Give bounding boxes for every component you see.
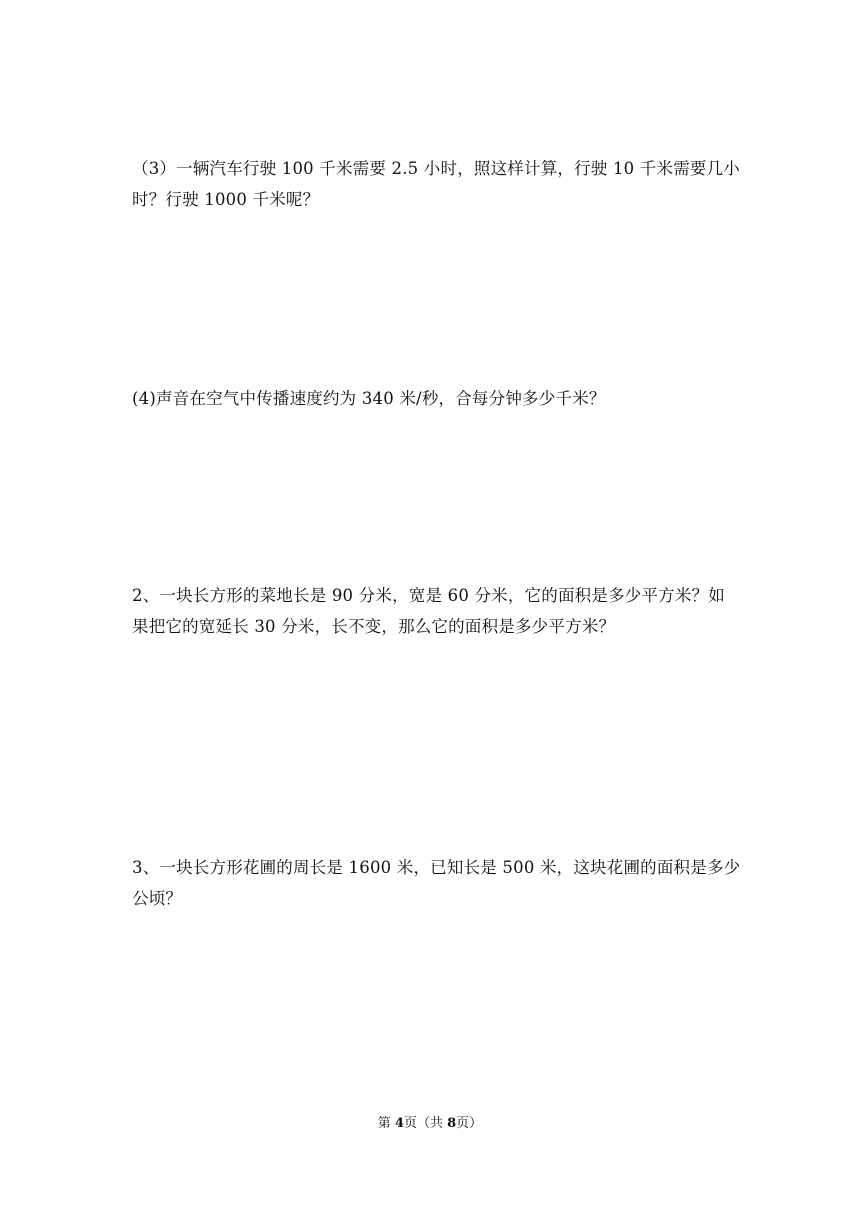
- footer-middle: 页（共: [403, 1116, 448, 1131]
- question-text-line: 3、一块长方形花圃的周长是 1600 米，已知长是 500 米，这块花圃的面积是多少: [132, 858, 741, 877]
- page-footer: [0, 1112, 860, 1131]
- footer-suffix: 页）: [456, 1116, 483, 1131]
- problem-3-flower-bed: [132, 852, 752, 914]
- footer-total-pages: 8: [447, 1116, 457, 1131]
- question-3-car-travel: [132, 153, 752, 215]
- question-text-line: (4)声音在空气中传播速度约为 340 米/秒，合每分钟多少千米？: [132, 389, 606, 408]
- question-text-line: 时？行驶 1000 千米呢？: [132, 190, 320, 209]
- question-text-line: 公顷？: [132, 889, 183, 908]
- question-text-line: （3）一辆汽车行驶 100 千米需要 2.5 小时，照这样计算，行驶 10 千米需要几小: [132, 159, 740, 178]
- question-text-line: 2、一块长方形的菜地长是 90 分米，宽是 60 分米，它的面积是多少平方米？如: [132, 586, 725, 605]
- problem-2-vegetable-field: [132, 580, 752, 642]
- footer-page-number: 4: [394, 1116, 404, 1131]
- question-4-sound-speed: [132, 383, 752, 414]
- footer-prefix: 第: [377, 1116, 395, 1131]
- question-text-line: 果把它的宽延长 30 分米，长不变，那么它的面积是多少平方米？: [132, 617, 616, 636]
